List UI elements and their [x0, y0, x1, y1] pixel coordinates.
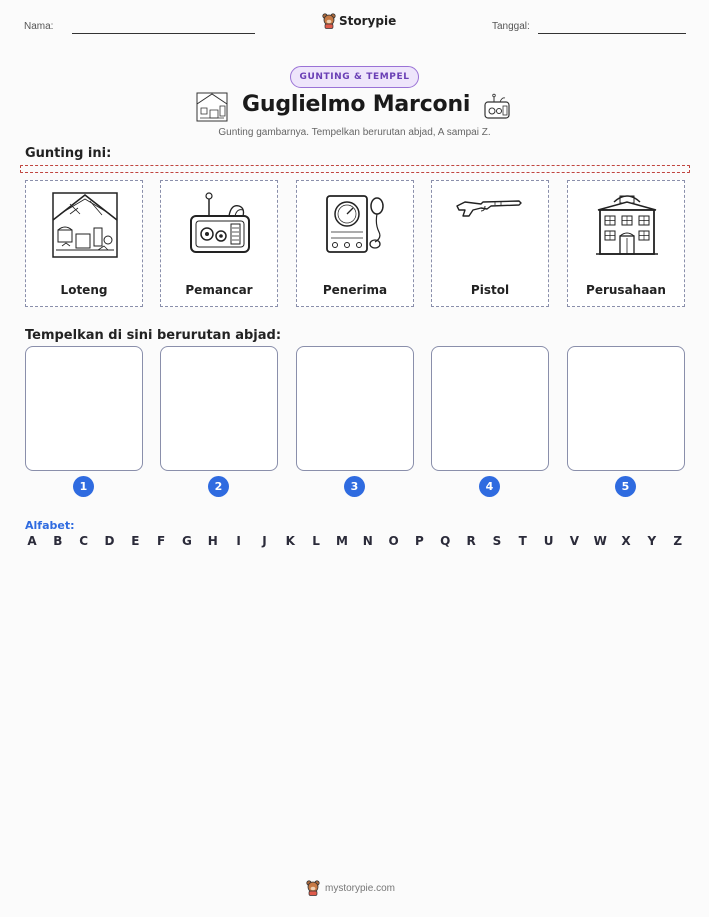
- footer-url: mystorypie.com: [325, 882, 396, 894]
- alphabet-letter: A: [27, 534, 37, 548]
- alphabet-letter: C: [79, 534, 89, 548]
- instructions: Gunting gambarnya. Tempelkan berurutan abjad, A sampai Z.: [218, 127, 491, 138]
- alphabet-letter: Q: [440, 534, 451, 548]
- rifle-icon: [454, 190, 526, 260]
- alphabet-letter: K: [285, 534, 295, 548]
- alphabet-letter: P: [415, 534, 424, 548]
- alphabet-row: [25, 534, 685, 548]
- alphabet-letter: E: [131, 534, 140, 548]
- transmitter-icon: [185, 190, 255, 260]
- alphabet-letter: B: [53, 534, 63, 548]
- cut-card-perusahaan[interactable]: [567, 180, 685, 307]
- alphabet-letter: F: [157, 534, 166, 548]
- paste-slot-4[interactable]: [431, 346, 549, 471]
- footer: [306, 880, 395, 896]
- paste-section-label: Tempelkan di sini berurutan abjad:: [25, 328, 282, 343]
- bear-mascot-icon: [306, 880, 320, 896]
- alphabet-letter: Y: [647, 534, 657, 548]
- cut-card-pistol[interactable]: [431, 180, 549, 307]
- cut-card-penerima[interactable]: [296, 180, 414, 307]
- alphabet-letter: R: [466, 534, 476, 548]
- alphabet-letter: J: [262, 534, 267, 548]
- alphabet-letter: Z: [673, 534, 683, 548]
- alphabet-letter: W: [593, 534, 607, 548]
- alphabet-letter: M: [335, 534, 348, 548]
- alphabet-letter: O: [388, 534, 399, 548]
- company-building-icon: [592, 190, 662, 260]
- alphabet-letter: U: [543, 534, 554, 548]
- alphabet-letter: G: [182, 534, 192, 548]
- paste-slot-5[interactable]: [567, 346, 685, 471]
- name-label: Nama:: [24, 21, 54, 32]
- alphabet-letter: H: [207, 534, 218, 548]
- title-row: [0, 92, 709, 124]
- alphabet-letter: D: [104, 534, 115, 548]
- slot-number-badge: 3: [344, 476, 365, 497]
- name-line[interactable]: [72, 33, 255, 34]
- card-label: Penerima: [322, 283, 388, 297]
- activity-tag: GUNTING & TEMPEL: [290, 66, 419, 88]
- brand-name: Storypie: [339, 14, 397, 28]
- slot-number-badge: 4: [479, 476, 500, 497]
- alphabet-letter: T: [518, 534, 527, 548]
- cut-section-label: Gunting ini:: [25, 146, 112, 161]
- alphabet-letter: S: [492, 534, 502, 548]
- alphabet-letter: L: [312, 534, 320, 548]
- page-title: Guglielmo Marconi: [242, 92, 471, 117]
- brand-logo: [322, 13, 396, 29]
- slot-number-badge: 5: [615, 476, 636, 497]
- alphabet-letter: N: [362, 534, 373, 548]
- radio-icon: [483, 93, 511, 121]
- paste-slot-3[interactable]: [296, 346, 414, 471]
- alphabet-letter: I: [236, 534, 241, 548]
- paste-slot-2[interactable]: [160, 346, 278, 471]
- alphabet-letter: V: [569, 534, 580, 548]
- alphabet-label: Alfabet:: [25, 519, 75, 532]
- cut-line: [20, 165, 690, 173]
- date-label: Tanggal:: [492, 21, 530, 32]
- cut-card-pemancar[interactable]: [160, 180, 278, 307]
- cut-card-loteng[interactable]: [25, 180, 143, 307]
- attic-icon: [50, 190, 120, 260]
- receiver-icon: [321, 190, 391, 260]
- card-label: Loteng: [60, 283, 108, 297]
- bear-mascot-icon: [322, 13, 336, 29]
- card-label: Pemancar: [185, 283, 253, 297]
- card-label: Pistol: [470, 283, 510, 297]
- date-line[interactable]: [538, 33, 686, 34]
- card-label: Perusahaan: [586, 283, 666, 297]
- attic-icon: [196, 92, 228, 122]
- paste-slot-1[interactable]: [25, 346, 143, 471]
- slot-number-badge: 2: [208, 476, 229, 497]
- alphabet-letter: X: [621, 534, 631, 548]
- slot-number-badge: 1: [73, 476, 94, 497]
